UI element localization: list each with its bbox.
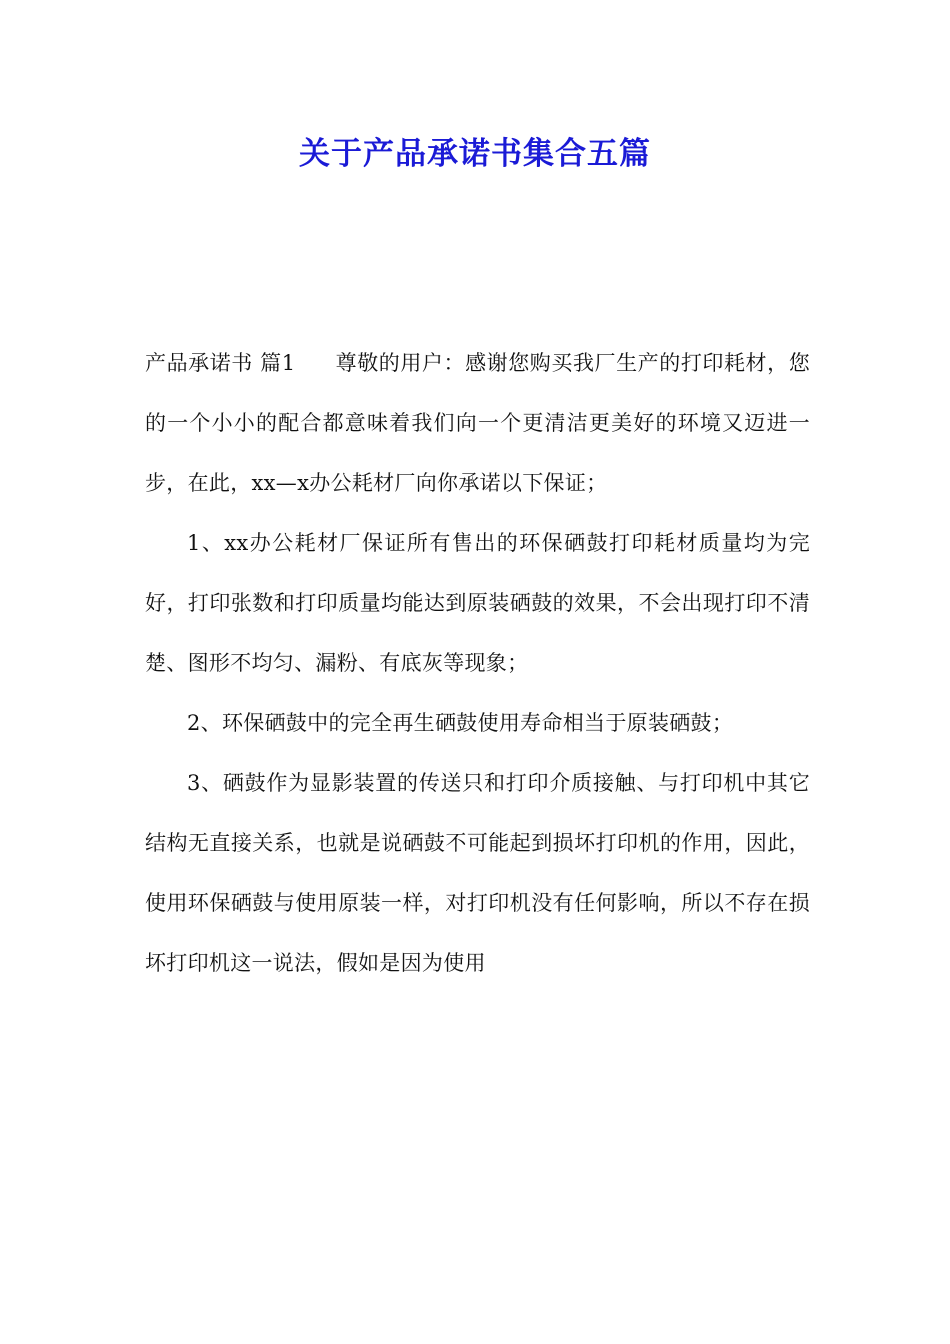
intro-paragraph [145,333,810,513]
paragraph-3: 3、硒鼓作为显影装置的传送只和打印介质接触、与打印机中其它结构无直接关系，也就是说硒鼓不可能起到损坏打印机的作用，因此，使用环保硒鼓与使用原装一样，对打印机没有任何影响，所以不存在损坏打印机这一说法，假如是因为使用 [145,771,810,975]
paragraph-2: 2、环保硒鼓中的完全再生硒鼓使用寿命相当于原装硒鼓； [187,711,734,735]
document-body [145,333,810,993]
section-heading: 产品承诺书 篇1 [145,351,296,375]
paragraph-1: 1、xx办公耗材厂保证所有售出的环保硒鼓打印耗材质量均为完好，打印张数和打印质量均能达到原装硒鼓的效果，不会出现打印不清楚、图形不均匀、漏粉、有底灰等现象； [145,531,810,675]
document-title: 关于产品承诺书集合五篇 [299,136,651,172]
intro-text: 尊敬的用户：感谢您购买我厂生产的打印耗材，您的一个小小的配合都意味着我们向一个更清洁更美好的环境又迈进一步，在此，xx—x办公耗材厂向你承诺以下保证； [145,351,810,495]
